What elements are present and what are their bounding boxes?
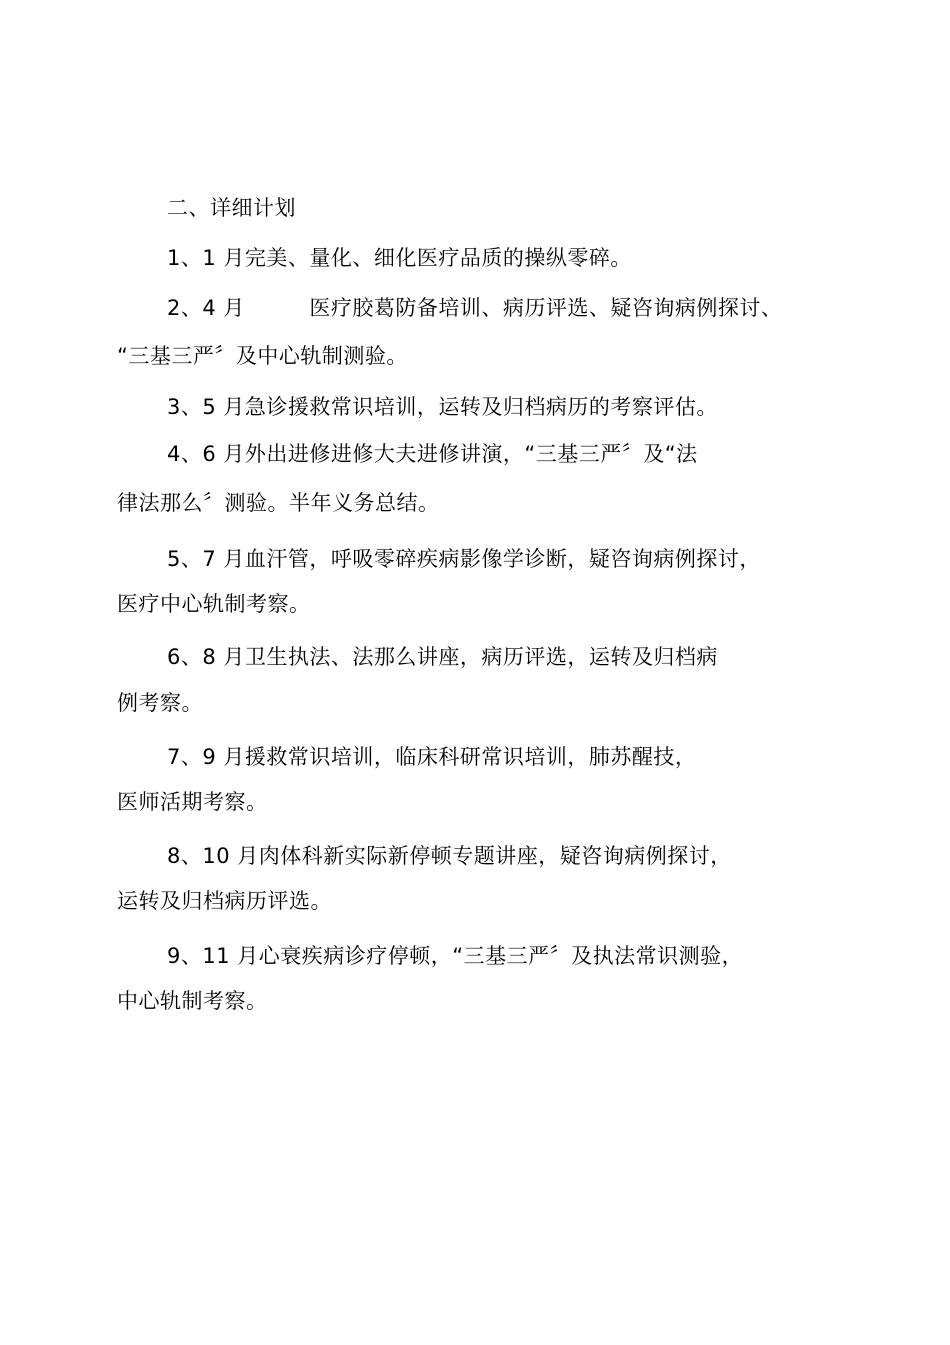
plan-item-6-line-1: 6、8 月卫生执法、法那么讲座，病历评选，运转及归档病	[167, 645, 718, 669]
plan-item-7-line-1: 7、9 月援救常识培训，临床科研常识培训，肺苏醒技，	[167, 745, 697, 769]
plan-item-9-line-1: 9、11 月心衰疾病诊疗停顿，“三基三严〞及执法常识测验，	[167, 944, 744, 968]
plan-item-8-line-1: 8、10 月肉体科新实际新停顿专题讲座，疑咨询病例探讨，	[167, 844, 732, 868]
plan-item-9-line-2: 中心轨制考察。	[117, 989, 268, 1013]
plan-item-4-line-2: 律法那么〞测验。半年义务总结。	[117, 491, 440, 515]
plan-item-5-line-2: 医疗中心轨制考察。	[117, 592, 311, 616]
plan-item-1-line-1: 1、1 月完美、量化、细化医疗品质的操纵零碎。	[167, 246, 632, 270]
plan-item-5-line-1: 5、7 月血汗管，呼吸零碎疾病影像学诊断，疑咨询病例探讨，	[167, 547, 761, 571]
plan-item-2-line-1: 2、4 月 医疗胶葛防备培训、病历评选、疑咨询病例探讨、	[167, 296, 783, 320]
plan-item-4-line-1: 4、6 月外出进修进修大夫进修讲演，“三基三严〞及“法	[167, 442, 698, 466]
plan-item-6-line-2: 例考察。	[117, 691, 203, 715]
plan-item-3-line-1: 3、5 月急诊援救常识培训，运转及归档病历的考察评估。	[167, 395, 718, 419]
plan-item-7-line-2: 医师活期考察。	[117, 790, 268, 814]
plan-item-2-line-2: “三基三严〞及中心轨制测验。	[117, 344, 408, 368]
section-heading: 二、详细计划	[167, 196, 296, 220]
plan-item-8-line-2: 运转及归档病历评选。	[117, 889, 332, 913]
